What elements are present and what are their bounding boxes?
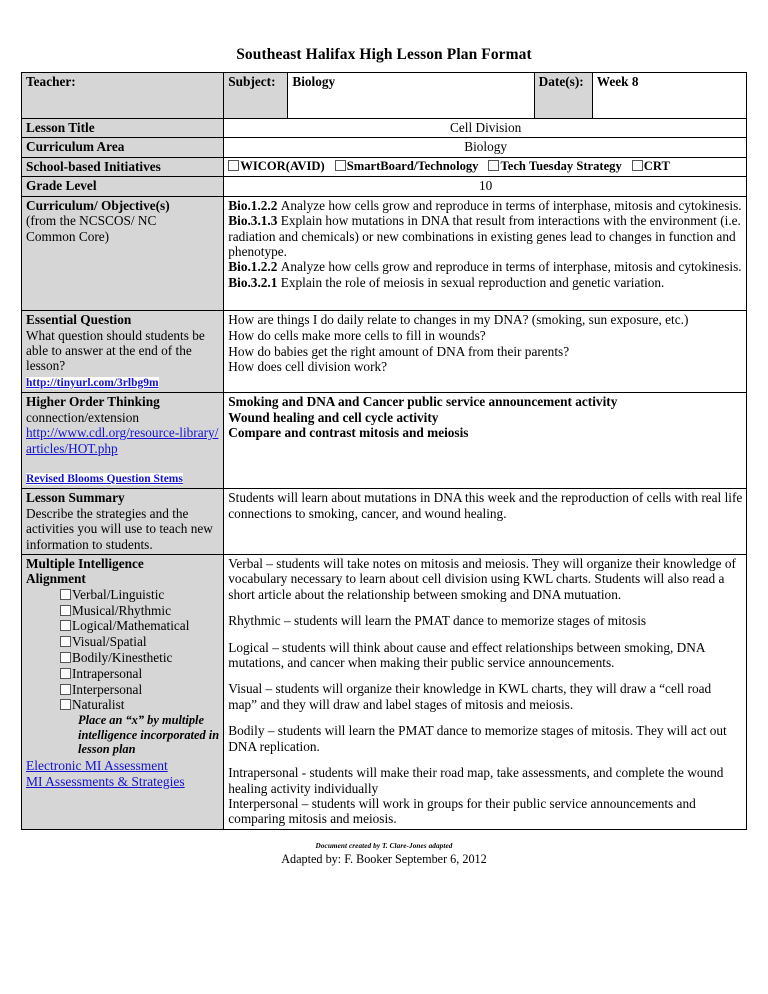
mi-option[interactable] bbox=[60, 618, 220, 634]
essential-question-label bbox=[22, 311, 224, 393]
mi-paragraph: Interpersonal – students will work in groups for their public service announcements and comparing mitosis and meiosis. bbox=[228, 796, 696, 827]
mi-link-electronic-assessment[interactable]: Electronic MI Assessment bbox=[26, 757, 168, 773]
checkbox-icon[interactable] bbox=[60, 668, 71, 679]
hot-list bbox=[228, 394, 743, 440]
mi-paragraph: Verbal – students will take notes on mitosis and meiosis. They will organize their knowledge of vocabulary necessary to learn about cell division using KWL charts. Students will also read a short article about the relationship between smoking and DNA mutuation. bbox=[228, 555, 736, 602]
initiative-label: SmartBoard/Technology bbox=[346, 158, 479, 173]
checkbox-icon[interactable] bbox=[60, 652, 71, 663]
mi-checkbox-group bbox=[26, 587, 220, 714]
mi-option-label: Bodily/Kinesthetic bbox=[72, 650, 173, 666]
footer-adapted-by: Adapted by: F. Booker September 6, 2012 bbox=[281, 851, 487, 866]
checkbox-icon[interactable] bbox=[60, 699, 71, 710]
mi-label-line1: Multiple Intelligence bbox=[26, 555, 144, 571]
mi-option-label: Musical/Rhythmic bbox=[72, 602, 171, 618]
checkbox-icon[interactable] bbox=[228, 160, 239, 171]
objective-code: Bio.3.1.3 bbox=[228, 213, 281, 229]
essential-question-label-text: Essential Question bbox=[26, 312, 132, 328]
objective-item bbox=[228, 259, 743, 274]
objective-text: Analyze how cells grow and reproduce in terms of interphase, mitosis and cytokinesis. bbox=[280, 259, 742, 275]
essential-question-list bbox=[228, 312, 743, 375]
curriculum-objectives-label bbox=[22, 196, 224, 311]
grade-level-value[interactable]: 10 bbox=[224, 177, 747, 196]
subject-value[interactable]: Biology bbox=[288, 73, 534, 119]
lesson-plan-table bbox=[21, 72, 747, 830]
table-row-teacher bbox=[22, 73, 747, 119]
dates-label: Date(s): bbox=[534, 73, 592, 119]
mi-label bbox=[22, 554, 224, 829]
objective-item bbox=[228, 213, 743, 259]
objective-text: Explain how mutations in DNA that result from interactions with the environment (i.e. radiation and chemicals) or new combinations in existing genes lead to changes in function and phenotype. bbox=[228, 213, 741, 259]
page-title: Southeast Halifax High Lesson Plan Format bbox=[236, 46, 532, 63]
essential-question-value bbox=[224, 311, 747, 393]
table-row-multiple-intelligence bbox=[22, 554, 747, 829]
lesson-summary-sublabel: Describe the strategies and the activities you will use to teach new information to students. bbox=[26, 505, 213, 552]
hot-item: Wound healing and cell cycle activity bbox=[228, 409, 439, 425]
table-row-essential-question bbox=[22, 311, 747, 393]
hot-value bbox=[224, 393, 747, 489]
mi-option-label: Visual/Spatial bbox=[72, 634, 147, 650]
hot-item: Compare and contrast mitosis and meiosis bbox=[228, 425, 469, 441]
table-row-lesson-title bbox=[22, 119, 747, 138]
teacher-label: Teacher: bbox=[22, 73, 224, 119]
mi-link-assessments-strategies[interactable]: MI Assessments & Strategies bbox=[26, 773, 185, 789]
table-row-higher-order-thinking bbox=[22, 393, 747, 489]
mi-option-label: Interpersonal bbox=[72, 681, 143, 697]
objective-code: Bio.3.2.1 bbox=[228, 274, 281, 290]
essential-question-item: How do babies get the right amount of DNA from their parents? bbox=[228, 343, 570, 359]
table-row-school-initiatives bbox=[22, 157, 747, 176]
essential-question-link[interactable]: http://tinyurl.com/3rlbg9m bbox=[26, 376, 159, 389]
initiative-option[interactable] bbox=[632, 159, 670, 174]
mi-paragraph: Visual – students will organize their knowledge in KWL charts, they will draw a “cell road map” and they will draw and label stages of mitosis and meiosis. bbox=[228, 681, 712, 712]
mi-option[interactable] bbox=[60, 682, 220, 698]
curriculum-objectives-value bbox=[224, 196, 747, 311]
essential-question-item: How does cell division work? bbox=[228, 359, 388, 375]
checkbox-icon[interactable] bbox=[488, 160, 499, 171]
mi-option[interactable] bbox=[60, 603, 220, 619]
lesson-summary-value[interactable]: Students will learn about mutations in DNA this week and the reproduction of cells with real life connections to smoking, cancer, and wound healing. bbox=[224, 489, 747, 555]
mi-option-label: Naturalist bbox=[72, 697, 125, 713]
curriculum-objectives-label-text: Curriculum/ Objective(s) bbox=[26, 197, 170, 213]
initiative-label: WICOR(AVID) bbox=[240, 158, 325, 173]
mi-links bbox=[26, 758, 220, 790]
table-row-lesson-summary bbox=[22, 489, 747, 555]
objective-text: Explain the role of meiosis in sexual reproduction and genetic variation. bbox=[280, 274, 665, 290]
initiative-option[interactable] bbox=[488, 159, 621, 174]
footer bbox=[0, 842, 768, 867]
checkbox-icon[interactable] bbox=[60, 589, 71, 600]
essential-question-item: How are things I do daily relate to changes in my DNA? (smoking, sun exposure, etc.) bbox=[228, 312, 689, 328]
mi-option[interactable] bbox=[60, 587, 220, 603]
mi-option-label: Logical/Mathematical bbox=[72, 618, 190, 634]
lesson-title-value[interactable]: Cell Division bbox=[224, 119, 747, 138]
mi-option-label: Intrapersonal bbox=[72, 665, 143, 681]
objective-code: Bio.1.2.2 bbox=[228, 197, 281, 213]
initiative-option[interactable] bbox=[335, 159, 479, 174]
objective-text: Analyze how cells grow and reproduce in terms of interphase, mitosis and cytokinesis. bbox=[280, 197, 742, 213]
mi-paragraph: Intrapersonal - students will make their road map, take assessments, and complete the wound healing activity individually bbox=[228, 765, 724, 796]
objective-item bbox=[228, 198, 743, 213]
mi-option-label: Verbal/Linguistic bbox=[72, 586, 165, 602]
mi-paragraph-list bbox=[228, 556, 743, 827]
hot-label bbox=[22, 393, 224, 489]
spacer bbox=[26, 456, 220, 470]
checkbox-icon[interactable] bbox=[335, 160, 346, 171]
initiatives-checkbox-group bbox=[228, 159, 743, 174]
curriculum-objectives-sublabel-2: Common Core) bbox=[26, 228, 110, 244]
lesson-title-label: Lesson Title bbox=[22, 119, 224, 138]
grade-level-label: Grade Level bbox=[22, 177, 224, 196]
mi-option[interactable] bbox=[60, 666, 220, 682]
essential-question-item: How do cells make more cells to fill in wounds? bbox=[228, 327, 486, 343]
mi-paragraph: Rhythmic – students will learn the PMAT dance to memorize stages of mitosis bbox=[228, 613, 647, 629]
hot-link-blooms[interactable]: Revised Blooms Question Stems bbox=[26, 472, 183, 485]
mi-option[interactable] bbox=[60, 697, 220, 713]
hot-link-cdl[interactable]: http://www.cdl.org/resource-library/articles/HOT.php bbox=[26, 425, 219, 456]
curriculum-area-label: Curriculum Area bbox=[22, 138, 224, 157]
checkbox-icon[interactable] bbox=[632, 160, 643, 171]
initiative-label: CRT bbox=[643, 158, 670, 173]
subject-label: Subject: bbox=[224, 73, 288, 119]
footer-created-by: Document created by T. Clare-Jones adapted bbox=[315, 841, 453, 850]
dates-value[interactable]: Week 8 bbox=[592, 73, 746, 119]
mi-paragraph: Bodily – students will learn the PMAT dance to memorize stages of mitosis. They will act out DNA replication. bbox=[228, 723, 727, 754]
mi-paragraph: Logical – students will think about cause and effect relationships between smoking, DNA mutations, and cancer when making their public service announcements. bbox=[228, 639, 705, 671]
objective-code: Bio.1.2.2 bbox=[228, 259, 281, 275]
school-initiatives-label: School-based Initiatives bbox=[22, 157, 224, 176]
table-row-grade-level bbox=[22, 177, 747, 196]
table-row-curriculum-objectives bbox=[22, 196, 747, 311]
mi-value bbox=[224, 554, 747, 829]
school-initiatives-value bbox=[224, 157, 747, 176]
checkbox-icon[interactable] bbox=[60, 620, 71, 631]
mi-option[interactable] bbox=[60, 650, 220, 666]
lesson-summary-label-text: Lesson Summary bbox=[26, 490, 125, 506]
objectives-list bbox=[228, 198, 743, 309]
checkbox-icon[interactable] bbox=[60, 605, 71, 616]
checkbox-icon[interactable] bbox=[60, 636, 71, 647]
lesson-summary-label bbox=[22, 489, 224, 555]
mi-note: Place an “x” by multiple intelligence incorporated in lesson plan bbox=[78, 713, 220, 757]
table-row-curriculum-area bbox=[22, 138, 747, 157]
curriculum-area-value[interactable]: Biology bbox=[224, 138, 747, 157]
essential-question-sublabel: What question should students be able to answer at the end of the lesson? bbox=[26, 327, 205, 374]
checkbox-icon[interactable] bbox=[60, 684, 71, 695]
mi-option[interactable] bbox=[60, 634, 220, 650]
mi-label-line2: Alignment bbox=[26, 571, 86, 587]
initiative-label: Tech Tuesday Strategy bbox=[500, 158, 622, 173]
objective-item bbox=[228, 275, 743, 290]
hot-item: Smoking and DNA and Cancer public service announcement activity bbox=[228, 394, 618, 410]
curriculum-objectives-sublabel-1: (from the NCSCOS/ NC bbox=[26, 213, 157, 229]
hot-label-text: Higher Order Thinking bbox=[26, 394, 160, 410]
initiative-option[interactable] bbox=[228, 159, 324, 174]
hot-sublabel: connection/extension bbox=[26, 409, 139, 425]
